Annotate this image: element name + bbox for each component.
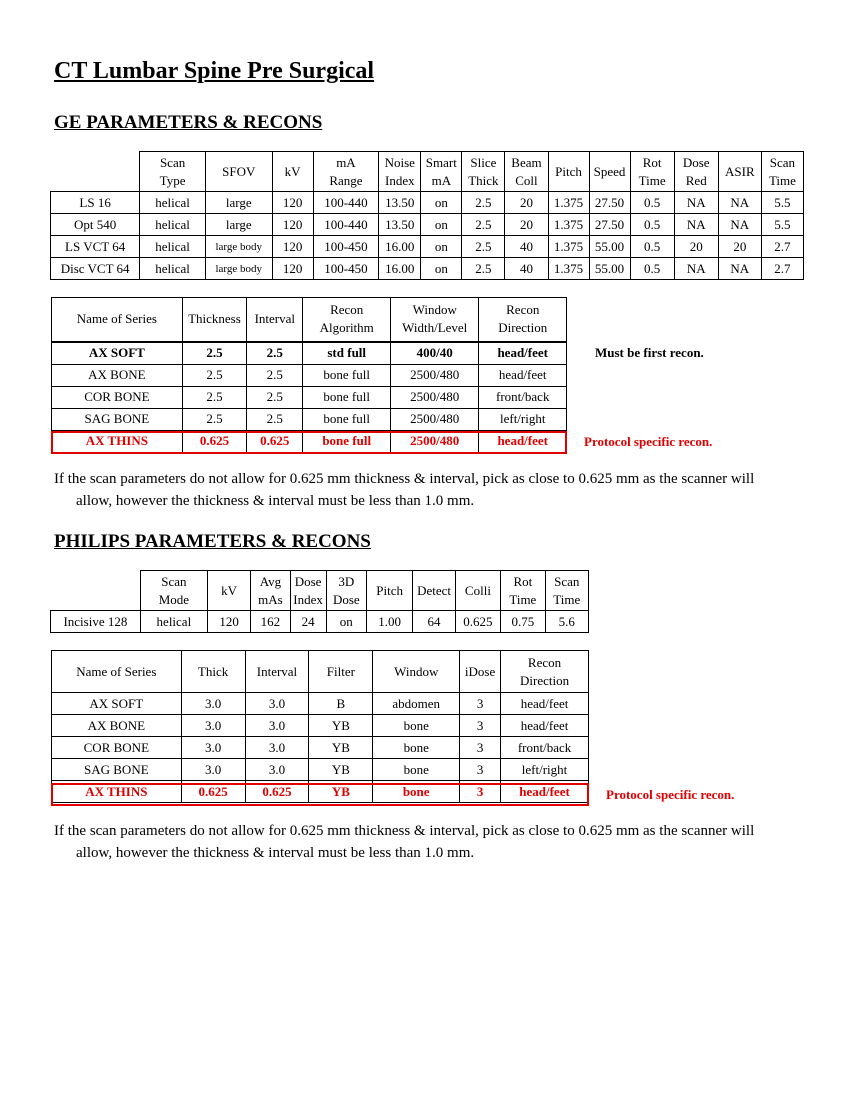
philips-scan-header-cell bbox=[207, 571, 250, 611]
philips-recon-header-cell bbox=[460, 651, 501, 693]
ge-scan-cell: on bbox=[421, 214, 462, 236]
ge-scan-row bbox=[51, 214, 804, 236]
philips-recon-cell: YB bbox=[309, 737, 373, 759]
ge-recon-cell: AX BONE bbox=[52, 364, 183, 386]
ge-recon-cell: 2500/480 bbox=[390, 364, 479, 386]
ge-scan-table bbox=[50, 151, 804, 280]
philips-recon-cell: 3.0 bbox=[245, 693, 309, 715]
philips-scan-header-cell bbox=[366, 571, 412, 611]
ge-scan-corner-cell bbox=[51, 152, 140, 192]
philips-heading: PHILIPS PARAMETERS & RECONS bbox=[54, 531, 371, 552]
philips-scan-header-text: Time bbox=[509, 591, 537, 607]
philips-scan-header-text: Avg bbox=[259, 573, 282, 589]
philips-recon-cell: bone bbox=[373, 715, 460, 737]
ge-scan-cell: on bbox=[421, 192, 462, 214]
philips-scan-corner-cell bbox=[51, 571, 141, 611]
philips-recon-header-cell bbox=[309, 651, 373, 693]
philips-scan-header-cell bbox=[290, 571, 326, 611]
ge-instructions-line2: allow, however the thickness & interval must be less than 1.0 mm. bbox=[76, 493, 475, 509]
ge-recon-row bbox=[52, 342, 567, 365]
philips-scan-cell: 1.00 bbox=[366, 611, 412, 633]
philips-scan-cell: 120 bbox=[207, 611, 250, 633]
philips-recon-cell: 3 bbox=[460, 693, 501, 715]
ge-scan-row bbox=[51, 258, 804, 280]
ge-scan-cell: 5.5 bbox=[761, 192, 803, 214]
philips-scan-cell: Incisive 128 bbox=[51, 611, 141, 633]
ge-scan-cell: large bbox=[205, 214, 272, 236]
page-title: CT Lumbar Spine Pre Surgical bbox=[54, 58, 375, 84]
ge-recon-cell: 0.625 bbox=[182, 430, 246, 452]
ge-scan-cell: 120 bbox=[272, 258, 313, 280]
ge-recon-header-text: Direction bbox=[498, 320, 548, 336]
philips-scan-header-text: Mode bbox=[158, 591, 190, 607]
philips-scan-header-text: mAs bbox=[258, 591, 283, 607]
ge-recon-header-row bbox=[52, 298, 567, 342]
ge-scan-header-text: Speed bbox=[593, 163, 626, 179]
philips-recon-header-cell bbox=[52, 651, 182, 693]
ge-scan-cell: helical bbox=[140, 258, 206, 280]
philips-scan-cell: 64 bbox=[413, 611, 455, 633]
philips-scan-header-cell bbox=[413, 571, 455, 611]
ge-scan-cell: NA bbox=[674, 258, 718, 280]
ge-scan-cell: 100-450 bbox=[313, 236, 379, 258]
philips-scan-header-cell bbox=[140, 571, 207, 611]
ge-scan-cell: 120 bbox=[272, 236, 313, 258]
ge-recon-cell: left/right bbox=[479, 408, 567, 430]
ge-scan-cell: 100-440 bbox=[313, 214, 379, 236]
ge-scan-cell: NA bbox=[718, 214, 761, 236]
philips-scan-cell: on bbox=[326, 611, 366, 633]
ge-recon-header-text: Interval bbox=[254, 311, 295, 327]
ge-scan-cell: 13.50 bbox=[379, 192, 421, 214]
philips-recon-cell: 3.0 bbox=[245, 759, 309, 781]
philips-instructions bbox=[54, 820, 794, 864]
ge-recon-cell: 2.5 bbox=[182, 364, 246, 386]
ge-scan-cell: 100-440 bbox=[313, 192, 379, 214]
philips-recon-header-cell bbox=[181, 651, 245, 693]
philips-instructions-line2: allow, however the thickness & interval must be less than 1.0 mm. bbox=[76, 845, 475, 861]
philips-recon-cell: bone bbox=[373, 759, 460, 781]
philips-recon-header-text: Window bbox=[394, 663, 439, 679]
ge-recon-cell: 2.5 bbox=[247, 342, 303, 365]
philips-scan-header-cell bbox=[501, 571, 545, 611]
ge-scan-cell: 1.375 bbox=[548, 258, 589, 280]
philips-recon-cell: left/right bbox=[501, 759, 589, 781]
philips-recon-header-text: iDose bbox=[464, 663, 496, 679]
ge-recon-cell: 400/40 bbox=[390, 342, 479, 365]
ge-scan-row bbox=[51, 192, 804, 214]
ge-scan-header-cell bbox=[548, 152, 589, 192]
ge-scan-header-text: Index bbox=[384, 172, 415, 188]
philips-recon-row bbox=[52, 715, 589, 737]
ge-scan-cell: on bbox=[421, 258, 462, 280]
philips-recon-cell: COR BONE bbox=[52, 737, 182, 759]
ge-scan-cell: 1.375 bbox=[548, 236, 589, 258]
philips-recon-cell: 0.625 bbox=[245, 781, 309, 803]
ge-scan-cell: Opt 540 bbox=[51, 214, 140, 236]
philips-recon-cell: YB bbox=[309, 759, 373, 781]
ge-recon-header-cell bbox=[52, 298, 183, 342]
ge-recon-cell: bone full bbox=[303, 364, 391, 386]
ge-recon-cell: COR BONE bbox=[52, 386, 183, 408]
ge-recon-cell: 2.5 bbox=[182, 386, 246, 408]
philips-recon-cell: 3 bbox=[460, 715, 501, 737]
philips-recon-cell: AX SOFT bbox=[52, 693, 182, 715]
ge-scan-cell: 0.5 bbox=[630, 236, 674, 258]
ge-scan-header-text: Smart bbox=[425, 154, 457, 170]
ge-recon-header-text: Algorithm bbox=[319, 320, 374, 336]
ge-recon-cell: std full bbox=[303, 342, 391, 365]
philips-note-protocol: Protocol specific recon. bbox=[606, 787, 735, 802]
ge-scan-header-text: Slice bbox=[470, 154, 497, 170]
ge-recon-cell: head/feet bbox=[479, 342, 567, 365]
philips-recon-header-cell bbox=[245, 651, 309, 693]
ge-scan-cell: 120 bbox=[272, 192, 313, 214]
ge-instructions bbox=[54, 468, 794, 512]
philips-scan-cell: 0.75 bbox=[501, 611, 545, 633]
ge-scan-header-row bbox=[51, 152, 804, 192]
ge-scan-cell: 120 bbox=[272, 214, 313, 236]
ge-recon-cell: bone full bbox=[303, 408, 391, 430]
philips-recon-header-text: Interval bbox=[256, 663, 298, 679]
ge-scan-cell: LS VCT 64 bbox=[51, 236, 140, 258]
philips-recon-cell: 3.0 bbox=[181, 759, 245, 781]
ge-recon-row bbox=[52, 430, 567, 452]
philips-scan-header-cell bbox=[326, 571, 366, 611]
philips-recon-cell: 0.625 bbox=[181, 781, 245, 803]
philips-recon-cell: YB bbox=[309, 781, 373, 803]
philips-scan-header-text: Index bbox=[293, 591, 323, 607]
ge-scan-cell: NA bbox=[718, 192, 761, 214]
ge-recon-header-text: Width/Level bbox=[402, 320, 468, 336]
ge-scan-cell: 13.50 bbox=[379, 214, 421, 236]
ge-scan-cell: 16.00 bbox=[379, 236, 421, 258]
ge-scan-header-text: Noise bbox=[384, 154, 415, 170]
ge-scan-cell: 20 bbox=[505, 214, 548, 236]
philips-recon-cell: 3.0 bbox=[181, 737, 245, 759]
ge-scan-header-cell bbox=[313, 152, 379, 192]
ge-recon-cell: 2500/480 bbox=[390, 430, 479, 452]
philips-scan-cell: 5.6 bbox=[545, 611, 588, 633]
ge-recon-header-cell bbox=[390, 298, 479, 342]
ge-scan-header-cell bbox=[674, 152, 718, 192]
philips-scan-cell: 0.625 bbox=[455, 611, 500, 633]
ge-scan-cell: 100-450 bbox=[313, 258, 379, 280]
ge-scan-header-text: Red bbox=[685, 172, 707, 188]
ge-scan-header-text: Scan bbox=[159, 154, 186, 170]
ge-recon-cell: 2.5 bbox=[182, 408, 246, 430]
philips-recon-cell: 3.0 bbox=[181, 715, 245, 737]
ge-scan-cell: 2.5 bbox=[462, 258, 505, 280]
ge-scan-row bbox=[51, 236, 804, 258]
philips-recon-row bbox=[52, 737, 589, 759]
philips-scan-header-row bbox=[51, 571, 589, 611]
ge-scan-cell: 55.00 bbox=[589, 258, 630, 280]
ge-scan-cell: 55.00 bbox=[589, 236, 630, 258]
ge-scan-cell: helical bbox=[140, 192, 206, 214]
philips-scan-row bbox=[51, 611, 589, 633]
philips-scan-header-cell bbox=[545, 571, 588, 611]
ge-scan-cell: NA bbox=[718, 258, 761, 280]
philips-recon-cell: YB bbox=[309, 715, 373, 737]
ge-recon-header-cell bbox=[303, 298, 391, 342]
philips-scan-header-cell bbox=[455, 571, 500, 611]
philips-scan-header-text: Rot bbox=[513, 573, 533, 589]
ge-recon-cell: 2500/480 bbox=[390, 408, 479, 430]
ge-scan-header-cell bbox=[379, 152, 421, 192]
ge-scan-cell: 0.5 bbox=[630, 192, 674, 214]
philips-recon-cell: 3 bbox=[460, 781, 501, 803]
ge-recon-header-cell bbox=[479, 298, 567, 342]
ge-scan-cell: NA bbox=[674, 192, 718, 214]
philips-recon-cell: AX THINS bbox=[52, 781, 182, 803]
ge-recon-cell: AX SOFT bbox=[52, 342, 183, 365]
philips-recon-cell: front/back bbox=[501, 737, 589, 759]
philips-recon-cell: 3.0 bbox=[245, 737, 309, 759]
ge-recon-row bbox=[52, 364, 567, 386]
ge-scan-cell: large body bbox=[205, 236, 272, 258]
philips-recon-header-text: Filter bbox=[326, 663, 355, 679]
ge-scan-header-text: Type bbox=[159, 172, 186, 188]
ge-scan-header-text: SFOV bbox=[222, 163, 256, 179]
ge-recon-header-text: Window bbox=[412, 302, 457, 318]
philips-scan-header-text: Pitch bbox=[376, 582, 404, 598]
ge-scan-cell: 20 bbox=[505, 192, 548, 214]
ge-scan-cell: 1.375 bbox=[548, 192, 589, 214]
ge-scan-cell: 0.5 bbox=[630, 258, 674, 280]
philips-recon-cell: bone bbox=[373, 737, 460, 759]
philips-scan-header-text: 3D bbox=[338, 573, 355, 589]
ge-scan-cell: 40 bbox=[505, 258, 548, 280]
philips-scan-header-text: Colli bbox=[464, 582, 491, 598]
ge-scan-cell: LS 16 bbox=[51, 192, 140, 214]
philips-recon-header-row bbox=[52, 651, 589, 693]
philips-scan-header-text: Time bbox=[553, 591, 581, 607]
philips-recon-header-text: Name of Series bbox=[76, 663, 157, 679]
ge-scan-header-text: Thick bbox=[468, 172, 499, 188]
ge-scan-cell: 2.5 bbox=[462, 214, 505, 236]
ge-scan-header-text: Beam bbox=[511, 154, 542, 170]
ge-recon-header-cell bbox=[182, 298, 246, 342]
ge-scan-header-text: Time bbox=[768, 172, 796, 188]
ge-recon-cell: head/feet bbox=[479, 430, 567, 452]
philips-scan-header-text: Dose bbox=[332, 591, 360, 607]
ge-scan-cell: 2.5 bbox=[462, 236, 505, 258]
ge-scan-cell: 1.375 bbox=[548, 214, 589, 236]
ge-scan-header-text: Dose bbox=[682, 154, 710, 170]
ge-recon-header-text: Name of Series bbox=[76, 311, 157, 327]
ge-scan-cell: 20 bbox=[674, 236, 718, 258]
ge-scan-header-cell bbox=[761, 152, 803, 192]
philips-recon-cell: bone bbox=[373, 781, 460, 803]
philips-recon-row bbox=[52, 781, 589, 803]
ge-scan-cell: 5.5 bbox=[761, 214, 803, 236]
ge-scan-cell: 27.50 bbox=[589, 214, 630, 236]
ge-scan-cell: 2.5 bbox=[462, 192, 505, 214]
ge-scan-cell: 2.7 bbox=[761, 236, 803, 258]
ge-recon-cell: head/feet bbox=[479, 364, 567, 386]
ge-scan-header-cell bbox=[205, 152, 272, 192]
philips-recon-cell: head/feet bbox=[501, 693, 589, 715]
philips-recon-row bbox=[52, 759, 589, 781]
ge-recon-cell: AX THINS bbox=[52, 430, 183, 452]
philips-recon-table bbox=[51, 650, 589, 803]
ge-scan-cell: 16.00 bbox=[379, 258, 421, 280]
philips-scan-table bbox=[50, 570, 589, 633]
philips-scan-header-cell bbox=[251, 571, 290, 611]
ge-recon-cell: 2.5 bbox=[247, 386, 303, 408]
philips-scan-header-text: Dose bbox=[294, 573, 322, 589]
ge-scan-header-text: kV bbox=[284, 163, 301, 179]
ge-scan-cell: 0.5 bbox=[630, 214, 674, 236]
ge-scan-cell: helical bbox=[140, 236, 206, 258]
philips-scan-cell: 24 bbox=[290, 611, 326, 633]
ge-scan-header-cell bbox=[718, 152, 761, 192]
philips-recon-cell: head/feet bbox=[501, 781, 589, 803]
ge-instructions-line1: If the scan parameters do not allow for 0.625 mm thickness & interval, pick as close to 0.625 mm as the scanner will bbox=[54, 471, 755, 487]
ge-recon-cell: 0.625 bbox=[247, 430, 303, 452]
ge-scan-header-text: Pitch bbox=[555, 163, 582, 179]
ge-recon-header-text: Thickness bbox=[188, 311, 241, 327]
ge-scan-header-text: Range bbox=[329, 172, 363, 188]
ge-scan-cell: 20 bbox=[718, 236, 761, 258]
philips-recon-cell: abdomen bbox=[373, 693, 460, 715]
philips-scan-header-text: Scan bbox=[554, 573, 580, 589]
ge-scan-header-text: Time bbox=[638, 172, 666, 188]
ge-scan-cell: large bbox=[205, 192, 272, 214]
ge-scan-header-text: mA bbox=[336, 154, 356, 170]
ge-scan-header-cell bbox=[505, 152, 548, 192]
ge-recon-header-text: Recon bbox=[506, 302, 540, 318]
ge-note-protocol: Protocol specific recon. bbox=[584, 434, 713, 449]
philips-recon-header-text: Direction bbox=[519, 672, 570, 688]
philips-scan-cell: helical bbox=[140, 611, 207, 633]
ge-recon-cell: SAG BONE bbox=[52, 408, 183, 430]
philips-recon-cell: 3 bbox=[460, 759, 501, 781]
ge-scan-cell: Disc VCT 64 bbox=[51, 258, 140, 280]
ge-scan-cell: 2.7 bbox=[761, 258, 803, 280]
philips-scan-header-text: Scan bbox=[161, 573, 187, 589]
philips-recon-cell: 3 bbox=[460, 737, 501, 759]
ge-heading: GE PARAMETERS & RECONS bbox=[54, 112, 323, 133]
ge-recon-cell: 2.5 bbox=[182, 342, 246, 365]
ge-recon-cell: 2.5 bbox=[247, 364, 303, 386]
philips-recon-row bbox=[52, 693, 589, 715]
ge-scan-header-cell bbox=[272, 152, 313, 192]
ge-scan-header-text: Coll bbox=[515, 172, 538, 188]
philips-recon-header-cell bbox=[501, 651, 589, 693]
ge-recon-cell: 2.5 bbox=[247, 408, 303, 430]
ge-scan-header-cell bbox=[421, 152, 462, 192]
ge-scan-header-cell bbox=[630, 152, 674, 192]
ge-recon-row bbox=[52, 386, 567, 408]
ge-scan-header-text: Scan bbox=[769, 154, 796, 170]
ge-scan-header-text: ASIR bbox=[725, 163, 755, 179]
ge-recon-header-text: Recon bbox=[330, 302, 364, 318]
philips-instructions-line1: If the scan parameters do not allow for 0.625 mm thickness & interval, pick as close to 0.625 mm as the scanner will bbox=[54, 823, 755, 839]
ge-recon-header-cell bbox=[247, 298, 303, 342]
ge-scan-cell: 40 bbox=[505, 236, 548, 258]
philips-scan-header-text: Detect bbox=[417, 582, 452, 598]
philips-recon-cell: AX BONE bbox=[52, 715, 182, 737]
philips-recon-header-text: Recon bbox=[527, 654, 562, 670]
philips-recon-header-cell bbox=[373, 651, 460, 693]
ge-recon-cell: bone full bbox=[303, 430, 391, 452]
ge-recon-cell: 2500/480 bbox=[390, 386, 479, 408]
ge-recon-cell: front/back bbox=[479, 386, 567, 408]
philips-scan-cell: 162 bbox=[251, 611, 290, 633]
ge-recon-row bbox=[52, 408, 567, 430]
ge-scan-cell: large body bbox=[205, 258, 272, 280]
ge-scan-cell: 27.50 bbox=[589, 192, 630, 214]
philips-recon-cell: head/feet bbox=[501, 715, 589, 737]
philips-recon-cell: SAG BONE bbox=[52, 759, 182, 781]
ge-scan-cell: on bbox=[421, 236, 462, 258]
philips-recon-cell: 3.0 bbox=[245, 715, 309, 737]
ge-scan-header-cell bbox=[462, 152, 505, 192]
ge-recon-table bbox=[51, 297, 567, 453]
ge-scan-cell: helical bbox=[140, 214, 206, 236]
ge-scan-header-text: mA bbox=[431, 172, 452, 188]
ge-recon-cell: bone full bbox=[303, 386, 391, 408]
ge-scan-header-cell bbox=[589, 152, 630, 192]
philips-recon-cell: B bbox=[309, 693, 373, 715]
ge-scan-cell: NA bbox=[674, 214, 718, 236]
philips-scan-header-text: kV bbox=[221, 582, 238, 598]
ge-note-first: Must be first recon. bbox=[595, 345, 704, 360]
ge-scan-header-cell bbox=[140, 152, 206, 192]
philips-recon-header-text: Thick bbox=[197, 663, 229, 679]
ge-scan-header-text: Rot bbox=[642, 154, 662, 170]
philips-recon-cell: 3.0 bbox=[181, 693, 245, 715]
